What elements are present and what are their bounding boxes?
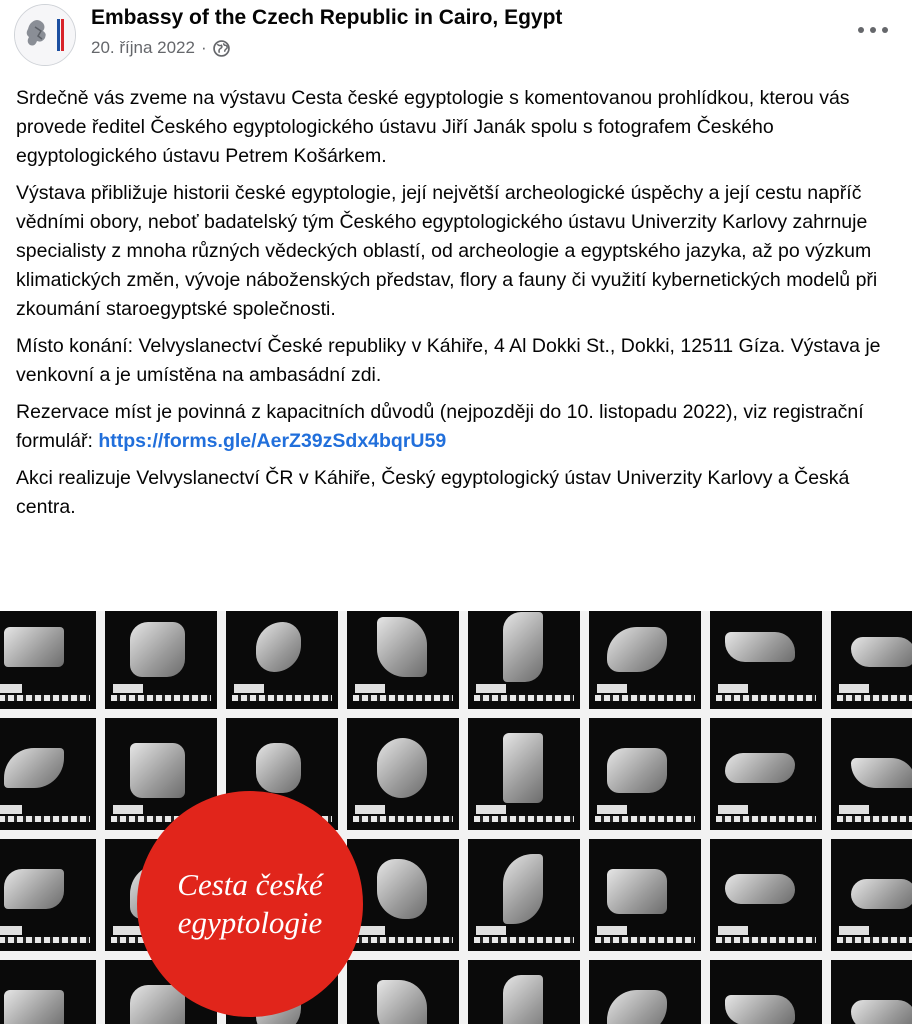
- exhibition-title-line-2: egyptologie: [177, 905, 323, 940]
- more-options-icon: [858, 27, 864, 33]
- inventory-tag: [234, 684, 264, 693]
- artifact-fragment: [503, 612, 543, 682]
- artifact-fragment: [725, 995, 795, 1024]
- post-date[interactable]: 20. října 2022: [91, 38, 195, 57]
- paragraph-reservation: [16, 398, 906, 456]
- artifact-fragment: [4, 627, 64, 667]
- artifact-fragment: [607, 990, 667, 1024]
- artifact-fragment: [851, 758, 912, 788]
- paragraph-description: Výstava přibližuje historii české egyptologie, její největší archeologické úspěchy a její cestu napříč vědními obory, neboť badatelský tým Českého egyptologického ústavu Univerzity Karlovy zahrnuje specialisty z mnoha různých vědeckých oblastí, od archeologie a egyptského jazyka, až po výzkum klimatických změn, vývoje náboženských představ, flory a fauny či využití kybernetických modelů při zkoumání staroegyptské společnosti.: [16, 182, 878, 320]
- inventory-tag: [355, 805, 385, 814]
- post-header: [0, 0, 912, 70]
- artifact-fragment: [725, 753, 795, 783]
- artifact-photo-tile: [589, 839, 701, 951]
- inventory-tag: [476, 805, 506, 814]
- scale-ruler: [474, 816, 574, 822]
- artifact-photo-tile: [347, 960, 459, 1024]
- scale-ruler: [837, 816, 912, 822]
- inventory-tag: [718, 805, 748, 814]
- inventory-tag: [839, 926, 869, 935]
- reservation-text: Rezervace míst je povinná z kapacitních důvodů (nejpozději do 10. listopadu 2022), viz registrační formulář:: [16, 401, 864, 452]
- inventory-tag: [0, 684, 22, 693]
- inventory-tag: [718, 926, 748, 935]
- inventory-tag: [718, 684, 748, 693]
- scale-ruler: [353, 816, 453, 822]
- post-text: [16, 84, 906, 530]
- artifact-photo-tile: [468, 611, 580, 709]
- meta-separator: ·: [200, 38, 207, 57]
- globe-icon[interactable]: [213, 40, 230, 57]
- artifact-photo-tile: [831, 960, 912, 1024]
- artifact-fragment: [607, 748, 667, 793]
- scale-ruler: [595, 937, 695, 943]
- artifact-photo-tile: [710, 960, 822, 1024]
- artifact-photo-tile: [831, 611, 912, 709]
- artifact-fragment: [377, 859, 427, 919]
- artifact-fragment: [4, 990, 64, 1024]
- artifact-fragment: [851, 637, 912, 667]
- scale-ruler: [595, 816, 695, 822]
- artifact-photo-tile: [0, 611, 96, 709]
- artifact-fragment: [503, 854, 543, 924]
- registration-link[interactable]: https://forms.gle/AerZ39zSdx4bqrU59: [98, 430, 447, 452]
- artifact-photo-tile: [0, 718, 96, 830]
- inventory-tag: [839, 805, 869, 814]
- artifact-fragment: [503, 733, 543, 803]
- inventory-tag: [597, 684, 627, 693]
- artifact-fragment: [725, 874, 795, 904]
- paragraph-organizers: Akci realizuje Velvyslanectví ČR v Káhiře, Český egyptologický ústav Univerzity Karlovy a Česká centra.: [16, 467, 850, 518]
- artifact-photo-tile: [0, 960, 96, 1024]
- scale-ruler: [716, 937, 816, 943]
- czech-coat-of-arms-icon: [15, 5, 75, 65]
- artifact-fragment: [851, 1000, 912, 1024]
- scale-ruler: [0, 937, 90, 943]
- artifact-fragment: [256, 622, 301, 672]
- artifact-photo-tile: [0, 839, 96, 951]
- artifact-fragment: [130, 743, 185, 798]
- artifact-photo-tile: [831, 718, 912, 830]
- paragraph-venue: Místo konání: Velvyslanectví České republiky v Káhiře, 4 Al Dokki St., Dokki, 12511 Gíza. Výstava je venkovní a je umístěna na ambasádní zdi.: [16, 335, 881, 386]
- artifact-fragment: [377, 617, 427, 677]
- artifact-photo-tile: [710, 839, 822, 951]
- page-avatar[interactable]: [14, 4, 76, 66]
- artifact-photo-grid: [0, 611, 912, 1024]
- artifact-photo-tile: [105, 611, 217, 709]
- post-image[interactable]: [0, 611, 912, 1024]
- scale-ruler: [474, 937, 574, 943]
- scale-ruler: [837, 695, 912, 701]
- artifact-photo-tile: [589, 960, 701, 1024]
- artifact-photo-tile: [589, 718, 701, 830]
- scale-ruler: [716, 695, 816, 701]
- inventory-tag: [0, 805, 22, 814]
- inventory-tag: [0, 926, 22, 935]
- inventory-tag: [839, 684, 869, 693]
- inventory-tag: [597, 926, 627, 935]
- scale-ruler: [232, 695, 332, 701]
- artifact-fragment: [377, 738, 427, 798]
- post-meta: [91, 38, 230, 58]
- artifact-photo-tile: [710, 718, 822, 830]
- artifact-photo-tile: [226, 611, 338, 709]
- scale-ruler: [111, 695, 211, 701]
- scale-ruler: [595, 695, 695, 701]
- artifact-photo-tile: [347, 839, 459, 951]
- artifact-photo-tile: [710, 611, 822, 709]
- exhibition-title-badge: [137, 791, 363, 1017]
- artifact-photo-tile: [468, 839, 580, 951]
- scale-ruler: [837, 937, 912, 943]
- scale-ruler: [353, 937, 453, 943]
- artifact-photo-tile: [468, 960, 580, 1024]
- inventory-tag: [113, 684, 143, 693]
- artifact-photo-tile: [468, 718, 580, 830]
- artifact-fragment: [725, 632, 795, 662]
- inventory-tag: [476, 926, 506, 935]
- paragraph-invitation: Srdečně vás zveme na výstavu Cesta české egyptologie s komentovanou prohlídkou, kterou vás provede ředitel Českého egyptologického ústavu Jiří Janák spolu s fotografem Českého egyptologického ústavu Petrem Košárkem.: [16, 87, 850, 167]
- artifact-fragment: [4, 869, 64, 909]
- scale-ruler: [0, 695, 90, 701]
- artifact-fragment: [607, 627, 667, 672]
- inventory-tag: [355, 684, 385, 693]
- more-options-button[interactable]: [858, 20, 888, 40]
- scale-ruler: [474, 695, 574, 701]
- artifact-fragment: [607, 869, 667, 914]
- artifact-photo-tile: [347, 611, 459, 709]
- scale-ruler: [353, 695, 453, 701]
- artifact-photo-tile: [347, 718, 459, 830]
- exhibition-title-line-1: Cesta české: [177, 867, 323, 902]
- scale-ruler: [716, 816, 816, 822]
- page-name[interactable]: Embassy of the Czech Republic in Cairo, Egypt: [91, 6, 563, 29]
- artifact-fragment: [503, 975, 543, 1024]
- artifact-photo-tile: [831, 839, 912, 951]
- artifact-fragment: [130, 622, 185, 677]
- artifact-fragment: [4, 748, 64, 788]
- inventory-tag: [597, 805, 627, 814]
- scale-ruler: [0, 816, 90, 822]
- artifact-fragment: [256, 743, 301, 793]
- artifact-photo-tile: [589, 611, 701, 709]
- inventory-tag: [476, 684, 506, 693]
- artifact-fragment: [377, 980, 427, 1024]
- inventory-tag: [113, 805, 143, 814]
- artifact-fragment: [851, 879, 912, 909]
